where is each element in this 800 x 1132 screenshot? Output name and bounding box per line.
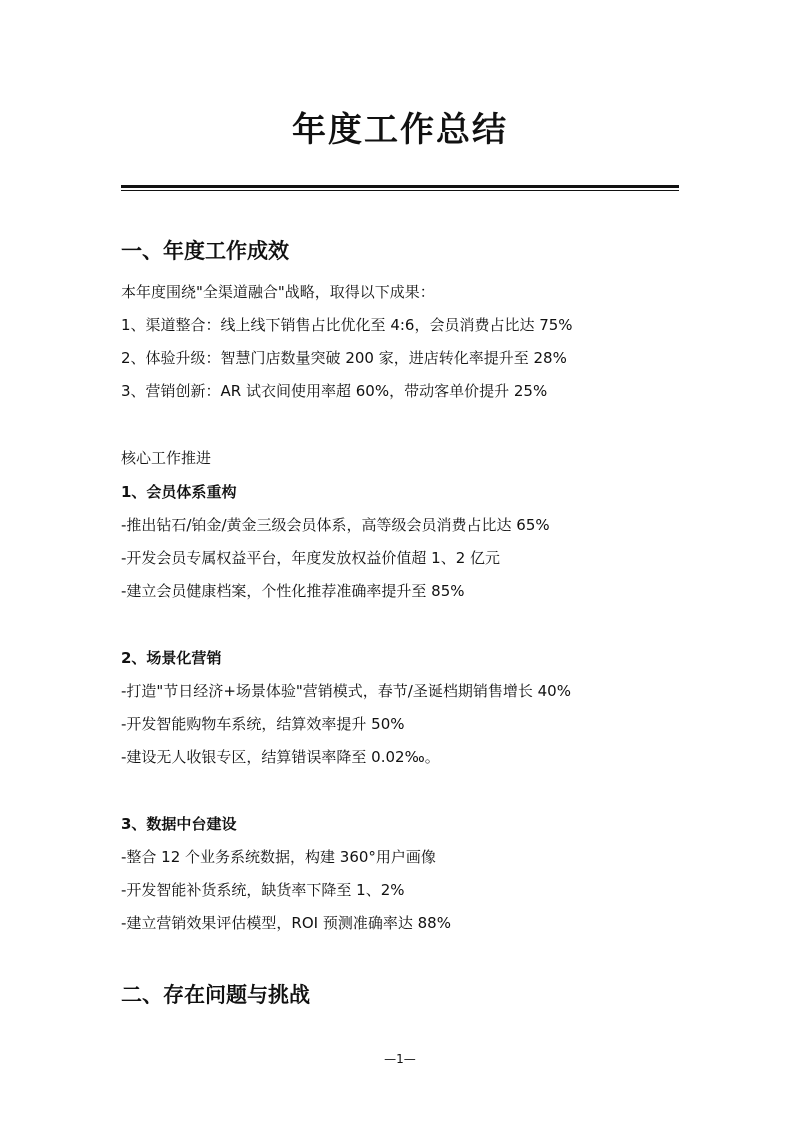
page-number: —1— — [384, 1052, 416, 1066]
list-item: -开发智能购物车系统，结算效率提升 50% — [121, 715, 405, 733]
result-item: 3、营销创新：AR 试衣间使用率超 60%，带动客单价提升 25% — [121, 382, 548, 400]
section-heading-challenges: 二、存在问题与挑战 — [121, 983, 310, 1007]
subsection-heading-scenario-marketing: 2、场景化营销 — [121, 649, 222, 667]
list-item: -整合 12 个业务系统数据，构建 360°用户画像 — [121, 848, 436, 866]
list-item: -建立营销效果评估模型，ROI 预测准确率达 88% — [121, 914, 451, 932]
subsection-heading-membership: 1、会员体系重构 — [121, 483, 237, 501]
list-item: -建立会员健康档案，个性化推荐准确率提升至 85% — [121, 582, 465, 600]
subsection-heading-data-platform: 3、数据中台建设 — [121, 815, 237, 833]
list-item: -开发智能补货系统，缺货率下降至 1、2% — [121, 881, 405, 899]
list-item: -建设无人收银专区，结算错误率降至 0.02‰。 — [121, 748, 440, 766]
title-divider-thick — [121, 185, 679, 188]
result-item: 2、体验升级：智慧门店数量突破 200 家，进店转化率提升至 28% — [121, 349, 567, 367]
section-heading-achievements: 一、年度工作成效 — [121, 239, 289, 263]
title-divider-thin — [121, 190, 679, 191]
document-title: 年度工作总结 — [292, 110, 508, 150]
section-intro: 本年度围绕"全渠道融合"战略，取得以下成果： — [121, 283, 435, 301]
list-item: -推出钻石/铂金/黄金三级会员体系，高等级会员消费占比达 65% — [121, 516, 550, 534]
result-item: 1、渠道整合：线上线下销售占比优化至 4:6，会员消费占比达 75% — [121, 316, 573, 334]
core-work-label: 核心工作推进 — [121, 449, 212, 467]
list-item: -打造"节日经济+场景体验"营销模式，春节/圣诞档期销售增长 40% — [121, 682, 571, 700]
list-item: -开发会员专属权益平台，年度发放权益价值超 1、2 亿元 — [121, 549, 501, 567]
